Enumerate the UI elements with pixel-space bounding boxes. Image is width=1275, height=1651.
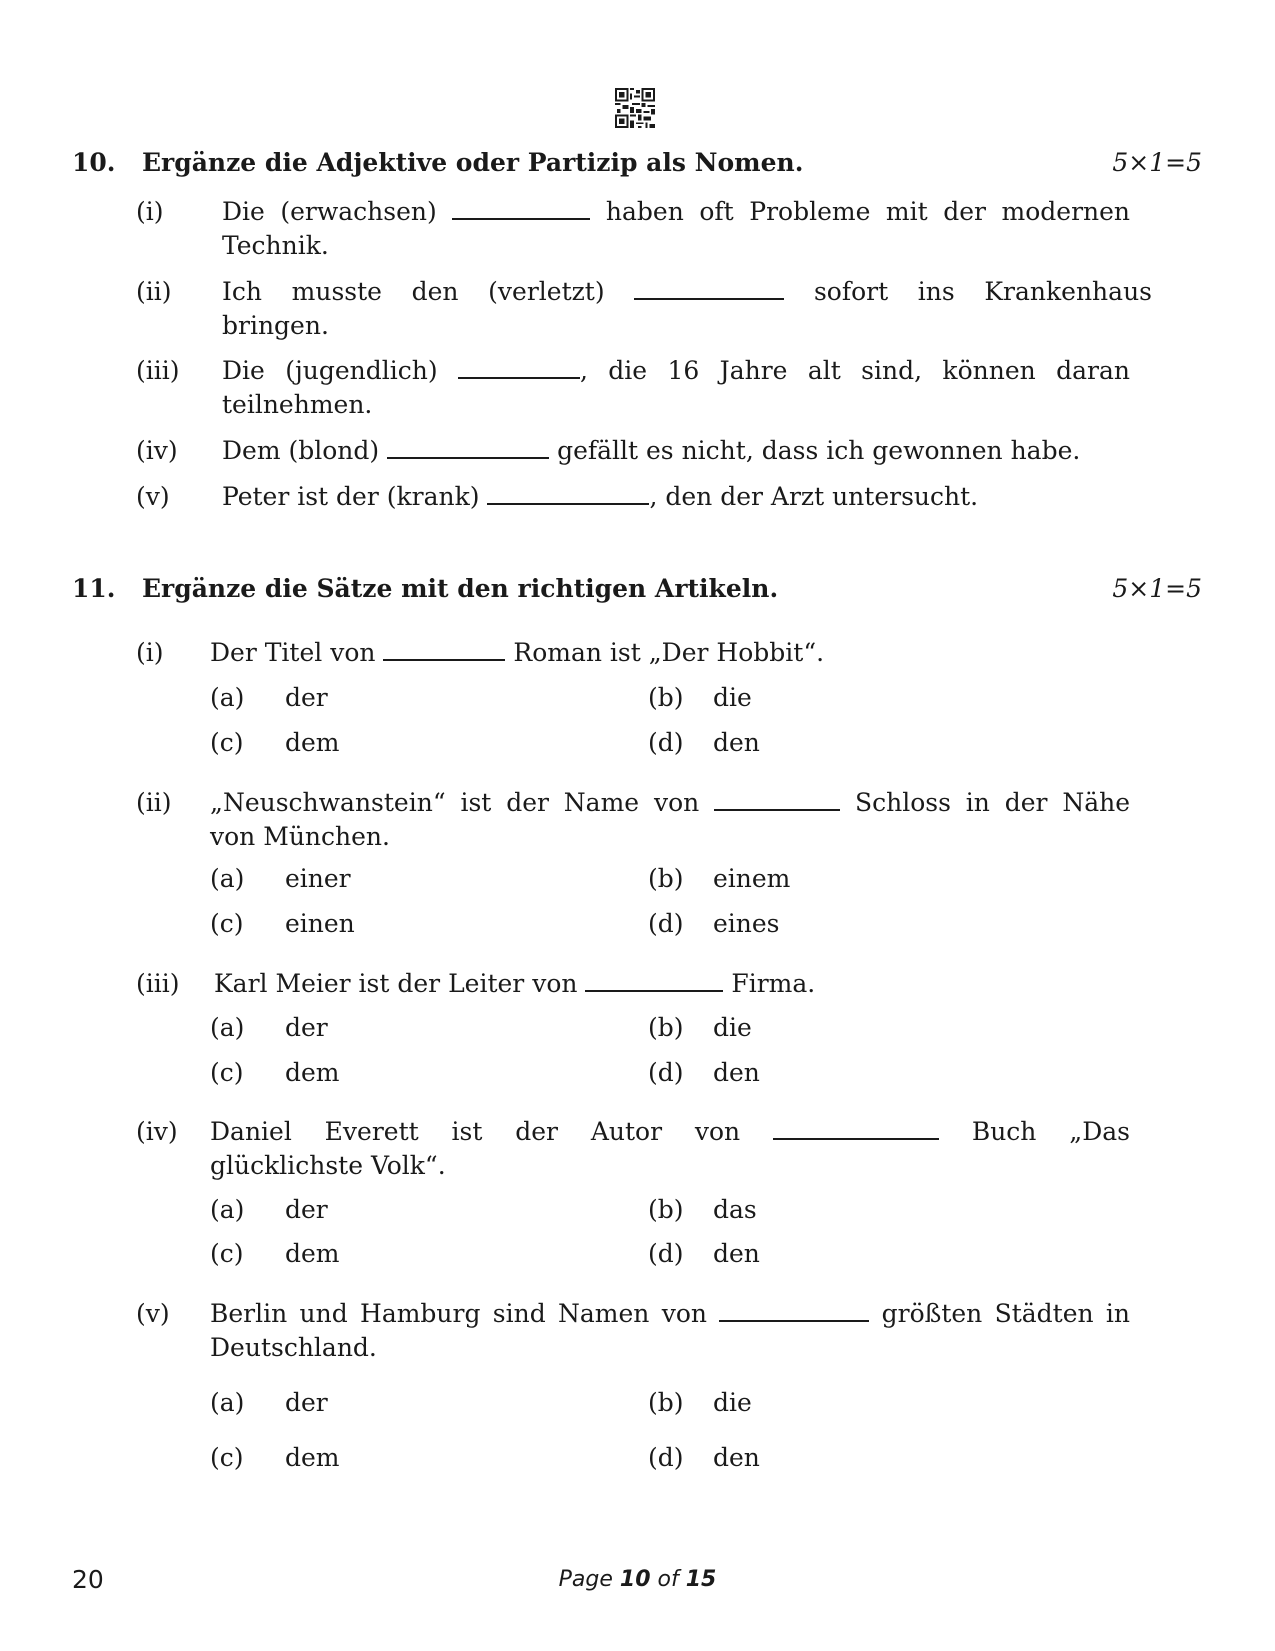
question-title: Ergänze die Sätze mit den richtigen Artikeln. xyxy=(142,574,779,603)
option-label: (b) xyxy=(648,864,684,893)
question-11-header xyxy=(72,574,1202,614)
option-text[interactable]: eines xyxy=(713,909,780,938)
item-label: (iv) xyxy=(136,436,178,465)
option-label: (a) xyxy=(210,1195,245,1224)
question-marks: 5×1=5 xyxy=(1112,574,1202,603)
answer-blank[interactable] xyxy=(585,970,723,992)
item-label: (v) xyxy=(136,482,170,511)
item-text: „Neuschwanstein“ ist der Name von Schloss in der Nähe xyxy=(210,788,1131,817)
option-text[interactable]: die xyxy=(713,1013,752,1042)
page-number: Page 10 of 15 xyxy=(558,1567,717,1592)
item-label: (iii) xyxy=(136,969,180,998)
option-text[interactable]: dem xyxy=(285,1058,340,1087)
option-text[interactable]: den xyxy=(713,1443,760,1472)
option-label: (a) xyxy=(210,683,245,712)
option-text[interactable]: dem xyxy=(285,1443,340,1472)
item-text: Der Titel von Roman ist „Der Hobbit“. xyxy=(210,638,825,667)
option-label: (c) xyxy=(210,909,244,938)
option-text[interactable]: dem xyxy=(285,1239,340,1268)
item-text: Peter ist der (krank) , den der Arzt untersucht. xyxy=(222,482,979,511)
question-number: 10. xyxy=(72,148,116,177)
option-label: (d) xyxy=(648,1239,684,1268)
question-marks: 5×1=5 xyxy=(1112,148,1202,177)
option-label: (c) xyxy=(210,728,244,757)
item-text: Ich musste den (verletzt) sofort ins Krankenhaus xyxy=(222,277,1152,306)
item-label: (i) xyxy=(136,638,164,667)
question-10-header xyxy=(72,148,1202,188)
item-label: (iii) xyxy=(136,356,180,385)
answer-blank[interactable] xyxy=(719,1300,869,1322)
question-number: 11. xyxy=(72,574,116,603)
item-text-line2: glücklichste Volk“. xyxy=(210,1151,446,1180)
option-label: (b) xyxy=(648,1013,684,1042)
option-label: (a) xyxy=(210,1388,245,1417)
item-text: Dem (blond) gefällt es nicht, dass ich gewonnen habe. xyxy=(222,436,1081,465)
item-text: Die (erwachsen) haben oft Probleme mit der modernen xyxy=(222,197,1131,226)
answer-blank[interactable] xyxy=(773,1118,939,1140)
item-label: (i) xyxy=(136,197,164,226)
option-text[interactable]: die xyxy=(713,683,752,712)
item-label: (ii) xyxy=(136,788,172,817)
answer-blank[interactable] xyxy=(458,357,580,379)
paper-code: 20 xyxy=(72,1565,104,1594)
option-text[interactable]: den xyxy=(713,728,760,757)
answer-blank[interactable] xyxy=(714,789,840,811)
answer-blank[interactable] xyxy=(383,639,505,661)
item-label: (iv) xyxy=(136,1117,178,1146)
item-text-line2: teilnehmen. xyxy=(222,390,373,419)
option-text[interactable]: den xyxy=(713,1058,760,1087)
item-label: (ii) xyxy=(136,277,172,306)
option-text[interactable]: einer xyxy=(285,864,351,893)
option-text[interactable]: einem xyxy=(713,864,791,893)
option-label: (d) xyxy=(648,728,684,757)
item-text: Die (jugendlich) , die 16 Jahre alt sind, können daran xyxy=(222,356,1130,385)
option-text[interactable]: das xyxy=(713,1195,757,1224)
option-label: (b) xyxy=(648,683,684,712)
item-text: Karl Meier ist der Leiter von Firma. xyxy=(214,969,816,998)
option-label: (d) xyxy=(648,909,684,938)
option-label: (a) xyxy=(210,1013,245,1042)
option-label: (d) xyxy=(648,1058,684,1087)
option-label: (d) xyxy=(648,1443,684,1472)
answer-blank[interactable] xyxy=(487,483,649,505)
option-text[interactable]: der xyxy=(285,683,328,712)
question-title: Ergänze die Adjektive oder Partizip als Nomen. xyxy=(142,148,804,177)
answer-blank[interactable] xyxy=(634,278,784,300)
option-label: (a) xyxy=(210,864,245,893)
item-text: Berlin und Hamburg sind Namen von größten Städten in xyxy=(210,1299,1130,1328)
answer-blank[interactable] xyxy=(387,437,549,459)
option-label: (b) xyxy=(648,1195,684,1224)
option-text[interactable]: dem xyxy=(285,728,340,757)
qr-code-icon xyxy=(615,88,655,128)
answer-blank[interactable] xyxy=(452,198,590,220)
option-text[interactable]: den xyxy=(713,1239,760,1268)
option-text[interactable]: die xyxy=(713,1388,752,1417)
option-text[interactable]: der xyxy=(285,1195,328,1224)
option-text[interactable]: einen xyxy=(285,909,355,938)
option-text[interactable]: der xyxy=(285,1013,328,1042)
option-text[interactable]: der xyxy=(285,1388,328,1417)
option-label: (c) xyxy=(210,1058,244,1087)
item-text-line2: Deutschland. xyxy=(210,1333,377,1362)
item-text-line2: Technik. xyxy=(222,231,329,260)
item-label: (v) xyxy=(136,1299,170,1328)
option-label: (c) xyxy=(210,1443,244,1472)
option-label: (c) xyxy=(210,1239,244,1268)
option-label: (b) xyxy=(648,1388,684,1417)
item-text-line2: bringen. xyxy=(222,311,329,340)
item-text-line2: von München. xyxy=(210,822,390,851)
item-text: Daniel Everett ist der Autor von Buch „Das xyxy=(210,1117,1130,1146)
